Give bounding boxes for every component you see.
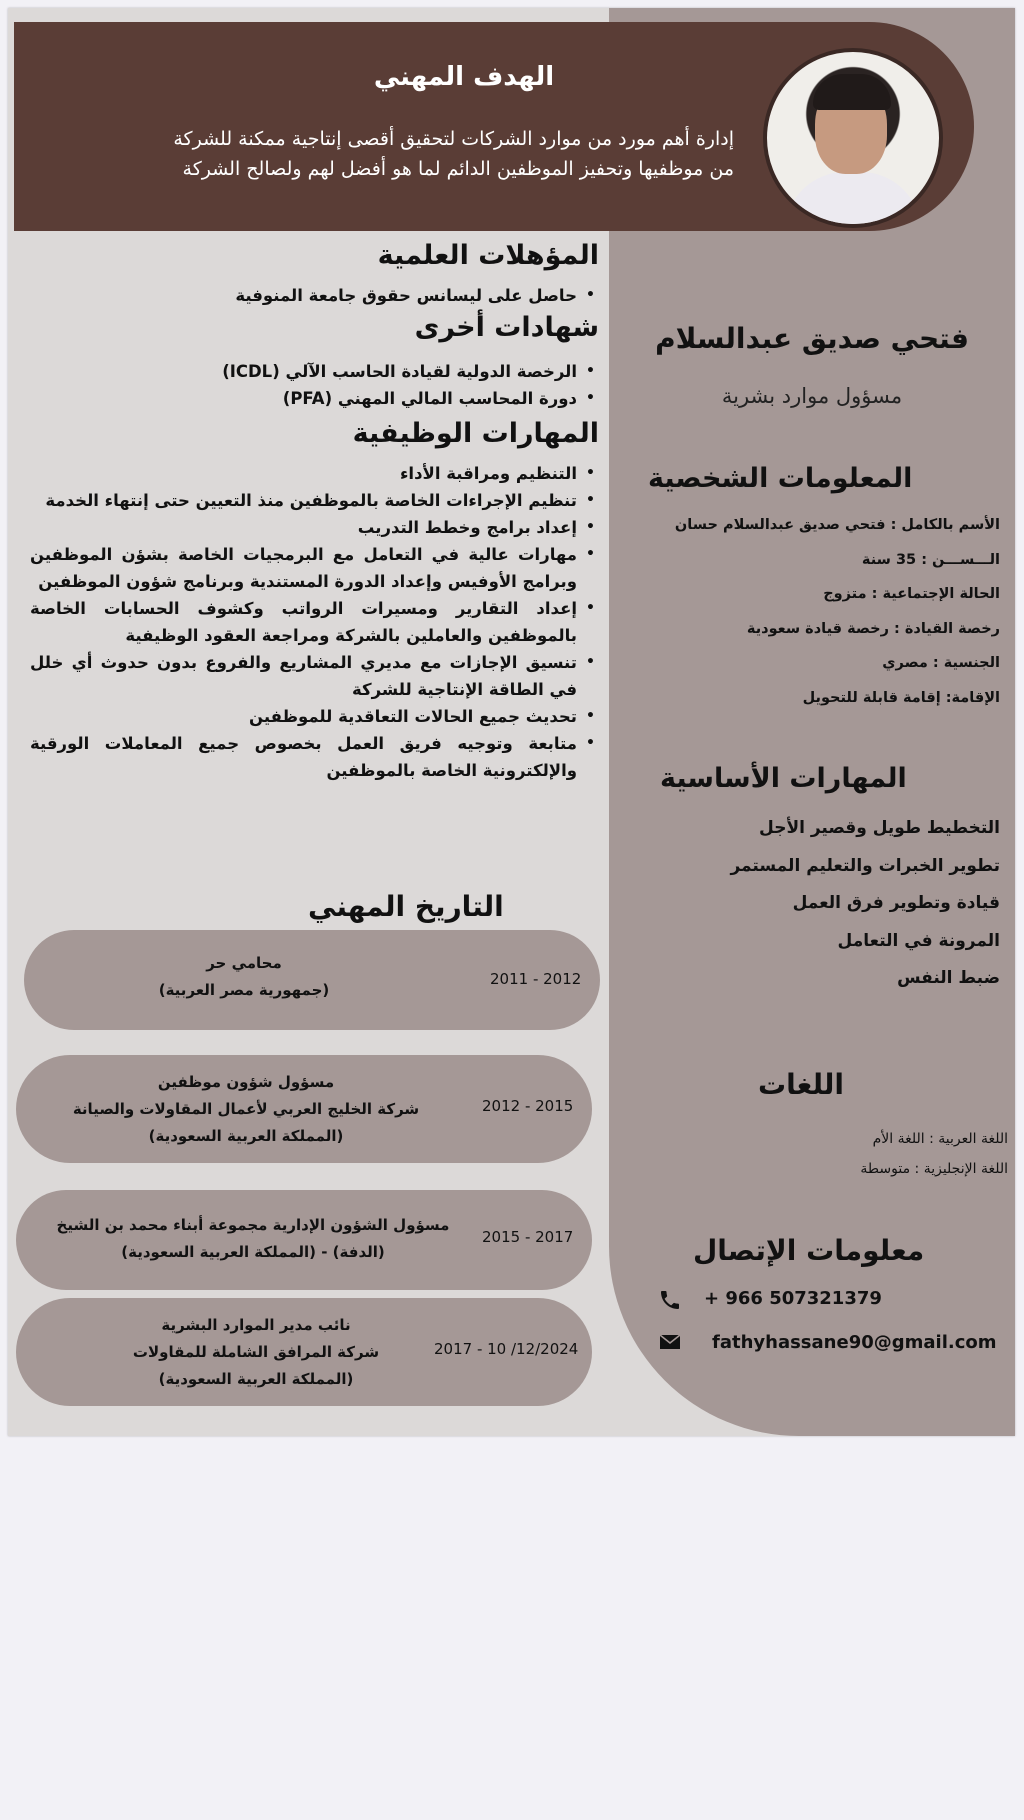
job-skills-title: المهارات الوظيفية [352, 418, 599, 449]
career-details [28, 1212, 478, 1266]
certificates-list [158, 358, 599, 412]
list-item: • إعداد التقارير ومسيرات الرواتب وكشوف الحسابات الخاصة بالموظفين والعاملين بالشركة ومراجعة العقود الوظيفية [30, 595, 599, 649]
core-skills-title: المهارات الأساسية [660, 763, 907, 794]
skill-item: المرونة في التعامل [837, 930, 1000, 951]
list-item: • حاصل على ليسانس حقوق جامعة المنوفية [158, 282, 599, 309]
skill-item: ضبط النفس [897, 968, 1000, 989]
info-item: الـــســـن : 35 سنة [861, 551, 1000, 568]
skill-item: التخطيط طويل وقصير الأجل [759, 818, 1000, 838]
qualifications-title: المؤهلات العلمية [377, 240, 599, 271]
career-line: محامي حر [206, 954, 282, 972]
career-dates: 2011 - 2012 [490, 970, 582, 988]
list-item: • تنظيم الإجراءات الخاصة بالموظفين منذ التعيين حتى إنتهاء الخدمة [30, 487, 599, 514]
objective-title: الهدف المهني [373, 62, 555, 92]
career-line: شركة الخليج العربي لأعمال المقاولات والصيانة [72, 1100, 420, 1118]
email-address[interactable]: fathyhassane90@gmail.com [712, 1332, 997, 1353]
career-entry [16, 1190, 592, 1290]
career-title: التاريخ المهني [308, 890, 504, 923]
full-name: فتحي صديق عبدالسلام [655, 322, 969, 355]
contact-phone-row [658, 1286, 1008, 1316]
photo-shirt [785, 172, 921, 228]
objective-line: من موظفيها وتحفيز الموظفين الدائم لما هو أفضل لهم ولصالح الشركة [182, 158, 734, 180]
photo-hair [813, 74, 891, 110]
personal-info-title: المعلومات الشخصية [648, 463, 913, 494]
career-line: (جمهورية مصر العربية) [158, 981, 330, 999]
list-item: • الرخصة الدولية لقيادة الحاسب الآلي (ICDL) [158, 358, 599, 385]
career-entry [16, 1055, 592, 1163]
skill-item: قيادة وتطوير فرق العمل [792, 893, 1000, 914]
career-entry [24, 930, 600, 1030]
languages-title: اللغات [758, 1068, 844, 1101]
career-line: مسؤول شؤون موظفين [157, 1073, 335, 1091]
contact-email-row [658, 1328, 1008, 1358]
career-line: شركة المرافق الشاملة للمقاولات [132, 1343, 380, 1361]
info-item: الإقامة: إقامة قابلة للتحويل [802, 689, 1000, 706]
contact-title: معلومات الإتصال [693, 1234, 925, 1267]
list-item: • تنسيق الإجازات مع مديري المشاريع والفروع بدون حدوث أي خلل في الطاقة الإنتاجية للشركة [30, 649, 599, 703]
resume-sheet [8, 8, 1015, 1436]
language-item: اللغة العربية : اللغة الأم [872, 1131, 1008, 1147]
job-role: مسؤول موارد بشرية [721, 384, 903, 408]
core-skills-list [658, 816, 1000, 1004]
career-line: نائب مدير الموارد البشرية [161, 1316, 351, 1334]
phone-icon [658, 1288, 682, 1312]
language-item: اللغة الإنجليزية : متوسطة [860, 1161, 1008, 1177]
languages-list [788, 1128, 1008, 1188]
list-item: • مهارات عالية في التعامل مع البرمجيات الخاصة بشؤن الموظفين وبرامج الأوفيس وإعداد الدورة المستندية وبرنامج شؤون الموظفين [30, 541, 599, 595]
career-dates: 2015 - 2017 [482, 1228, 574, 1246]
career-details [84, 950, 404, 1004]
career-dates: 2017 - 10 /12/2024 [434, 1340, 579, 1358]
info-item: الحالة الإجتماعية : متزوج [823, 586, 1000, 602]
list-item: • تحديث جميع الحالات التعاقدية للموظفين [30, 703, 599, 730]
objective-text [54, 124, 734, 184]
info-item: الأسم بالكامل : فتحي صديق عبدالسلام حسان [674, 517, 1000, 533]
certificates-title: شهادات أخرى [414, 312, 599, 343]
personal-info-list [618, 513, 1000, 720]
job-skills-list [30, 460, 599, 784]
list-item: • التنظيم ومراقبة الأداء [30, 460, 599, 487]
header-banner [14, 22, 974, 231]
list-item: • إعداد برامج وخطط التدريب [30, 514, 599, 541]
qualifications-list [158, 282, 599, 309]
career-details [56, 1312, 456, 1393]
skill-item: تطوير الخبرات والتعليم المستمر [730, 855, 1000, 876]
envelope-icon [658, 1330, 682, 1354]
list-item: • دورة المحاسب المالي المهني (PFA) [158, 385, 599, 412]
objective-line: إدارة أهم مورد من موارد الشركات لتحقيق أقصى إنتاجية ممكنة للشركة [173, 128, 734, 150]
info-item: الجنسية : مصري [882, 655, 1000, 671]
list-item: • متابعة وتوجيه فريق العمل بخصوص جميع المعاملات الورقية والإلكترونية الخاصة بالموظفين [30, 730, 599, 784]
career-details [26, 1069, 466, 1150]
career-line: مسؤول الشؤون الإدارية مجموعة أبناء محمد بن الشيخ [56, 1216, 450, 1234]
career-line: (المملكة العربية السعودية) [148, 1127, 344, 1145]
career-entry [16, 1298, 592, 1406]
profile-photo [763, 48, 943, 228]
career-dates: 2012 - 2015 [482, 1097, 574, 1115]
info-item: رخصة القيادة : رخصة قيادة سعودية [746, 620, 1000, 637]
phone-number[interactable]: + 966 507321379 [704, 1288, 882, 1309]
career-line: (الدفة) - (المملكة العربية السعودية) [121, 1243, 385, 1261]
career-line: (المملكة العربية السعودية) [158, 1370, 354, 1388]
